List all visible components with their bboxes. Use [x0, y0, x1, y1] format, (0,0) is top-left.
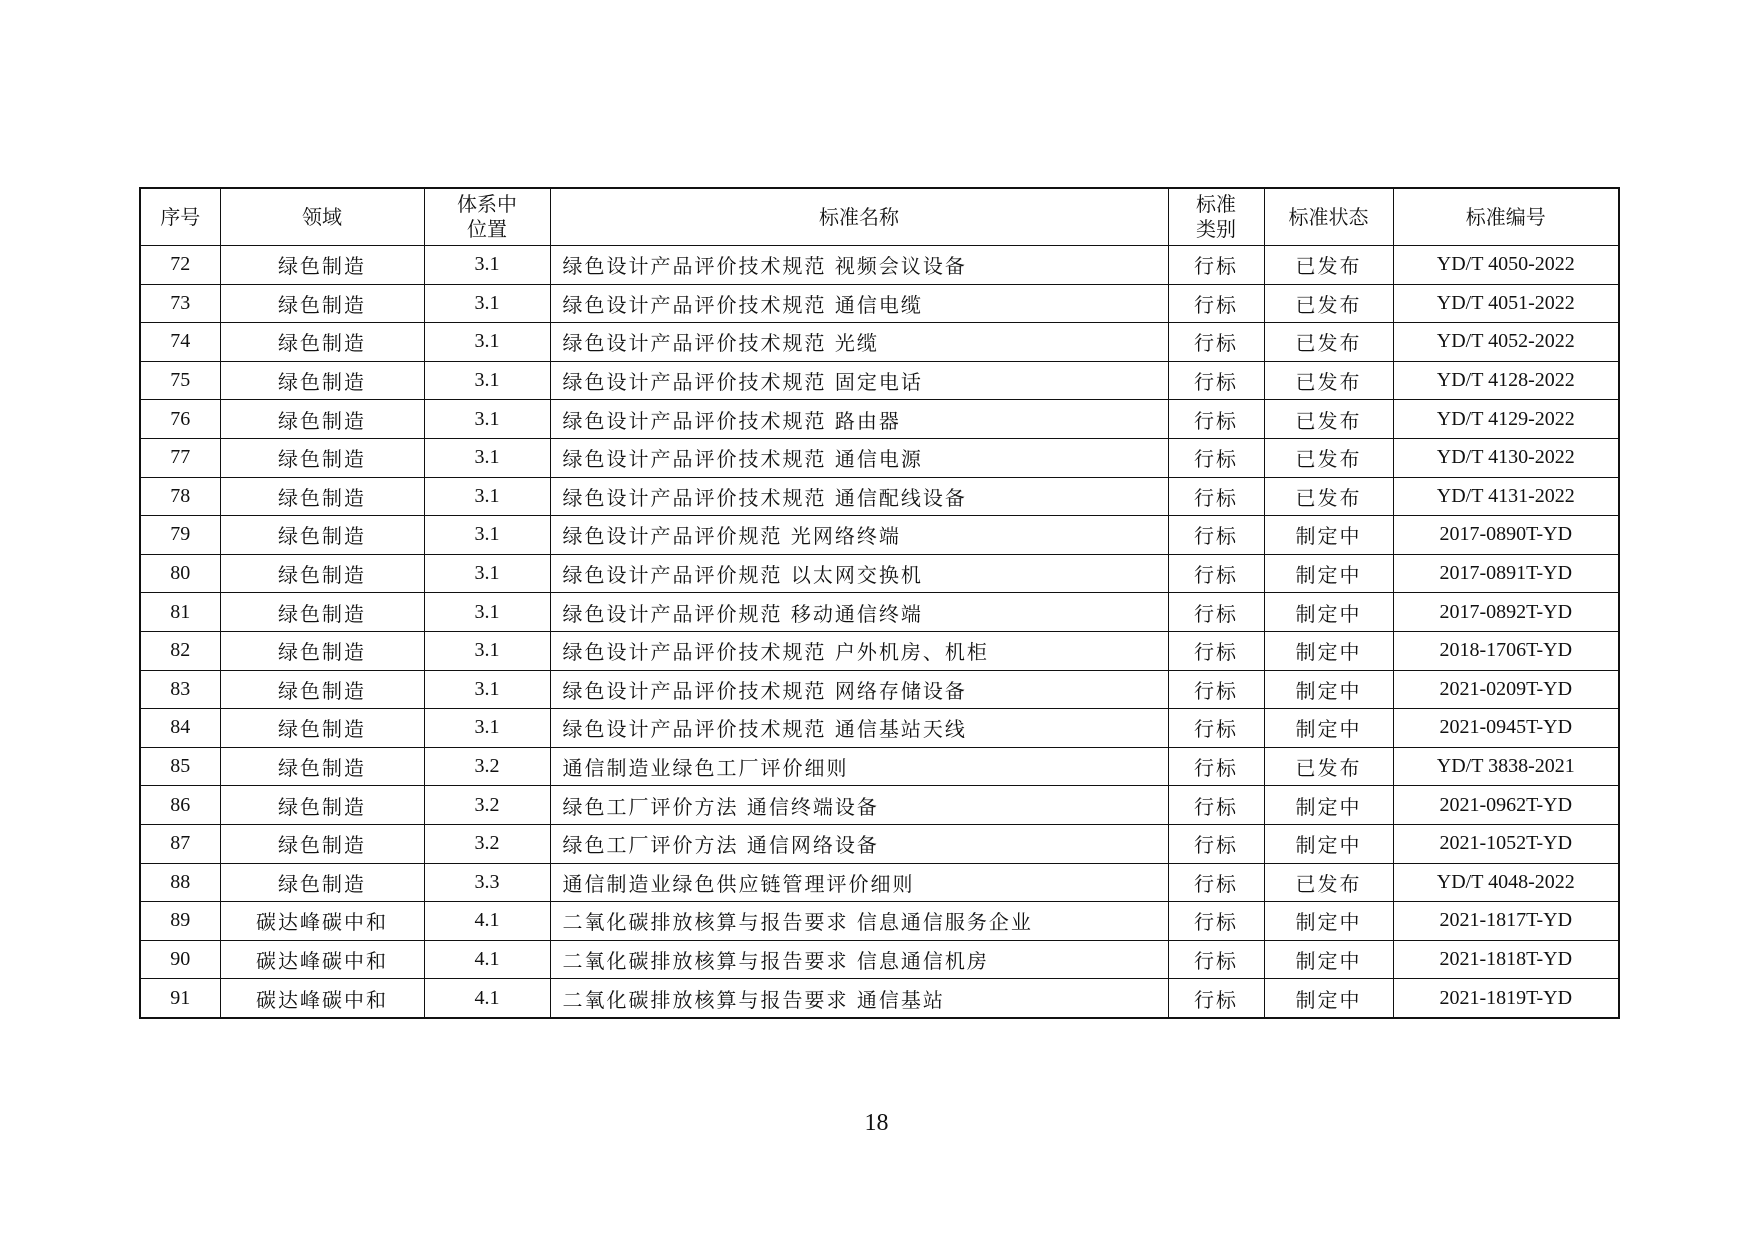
- cell-category: 行标: [1168, 863, 1264, 902]
- cell-seq: 80: [140, 554, 220, 593]
- cell-position: 3.1: [424, 709, 550, 748]
- cell-category: 行标: [1168, 709, 1264, 748]
- header-category-line1: 标准: [1196, 192, 1236, 216]
- cell-status: 制定中: [1264, 902, 1393, 941]
- cell-code: YD/T 4052-2022: [1393, 323, 1619, 362]
- cell-category: 行标: [1168, 747, 1264, 786]
- cell-field: 绿色制造: [220, 593, 424, 632]
- cell-name: 绿色设计产品评价技术规范 路由器: [550, 400, 1168, 439]
- cell-name: 绿色工厂评价方法 通信网络设备: [550, 824, 1168, 863]
- cell-seq: 91: [140, 979, 220, 1018]
- cell-seq: 89: [140, 902, 220, 941]
- cell-name: 绿色设计产品评价技术规范 通信电缆: [550, 284, 1168, 323]
- cell-category: 行标: [1168, 284, 1264, 323]
- cell-code: 2017-0890T-YD: [1393, 516, 1619, 555]
- cell-status: 已发布: [1264, 400, 1393, 439]
- cell-field: 绿色制造: [220, 246, 424, 285]
- cell-seq: 73: [140, 284, 220, 323]
- cell-status: 制定中: [1264, 940, 1393, 979]
- cell-status: 制定中: [1264, 631, 1393, 670]
- cell-position: 3.1: [424, 438, 550, 477]
- page-number: 18: [864, 1110, 889, 1136]
- table-row: [140, 979, 1619, 1018]
- standards-table: [139, 187, 1620, 1019]
- header-category-line2: 类别: [1196, 217, 1236, 241]
- table-row: [140, 940, 1619, 979]
- cell-status: 已发布: [1264, 477, 1393, 516]
- cell-seq: 82: [140, 631, 220, 670]
- cell-category: 行标: [1168, 361, 1264, 400]
- cell-field: 绿色制造: [220, 438, 424, 477]
- table-row: [140, 400, 1619, 439]
- cell-position: 4.1: [424, 979, 550, 1018]
- cell-name: 二氧化碳排放核算与报告要求 信息通信服务企业: [550, 902, 1168, 941]
- cell-category: 行标: [1168, 400, 1264, 439]
- cell-name: 二氧化碳排放核算与报告要求 通信基站: [550, 979, 1168, 1018]
- cell-field: 绿色制造: [220, 400, 424, 439]
- cell-name: 绿色设计产品评价规范 以太网交换机: [550, 554, 1168, 593]
- cell-status: 已发布: [1264, 438, 1393, 477]
- cell-code: 2021-1819T-YD: [1393, 979, 1619, 1018]
- cell-field: 绿色制造: [220, 670, 424, 709]
- table-row: [140, 554, 1619, 593]
- table-row: [140, 902, 1619, 941]
- cell-field: 绿色制造: [220, 824, 424, 863]
- table-row: [140, 863, 1619, 902]
- cell-status: 制定中: [1264, 786, 1393, 825]
- cell-status: 制定中: [1264, 979, 1393, 1018]
- table-row: [140, 747, 1619, 786]
- cell-status: 制定中: [1264, 516, 1393, 555]
- table-row: [140, 709, 1619, 748]
- cell-name: 绿色设计产品评价技术规范 通信配线设备: [550, 477, 1168, 516]
- cell-field: 碳达峰碳中和: [220, 979, 424, 1018]
- cell-position: 3.1: [424, 631, 550, 670]
- cell-field: 绿色制造: [220, 323, 424, 362]
- cell-status: 制定中: [1264, 709, 1393, 748]
- cell-code: YD/T 4129-2022: [1393, 400, 1619, 439]
- table-row: [140, 246, 1619, 285]
- cell-seq: 81: [140, 593, 220, 632]
- cell-position: 3.2: [424, 786, 550, 825]
- cell-position: 4.1: [424, 902, 550, 941]
- cell-name: 二氧化碳排放核算与报告要求 信息通信机房: [550, 940, 1168, 979]
- cell-status: 制定中: [1264, 670, 1393, 709]
- cell-position: 3.1: [424, 477, 550, 516]
- cell-name: 绿色设计产品评价技术规范 通信电源: [550, 438, 1168, 477]
- cell-position: 3.3: [424, 863, 550, 902]
- cell-code: YD/T 4050-2022: [1393, 246, 1619, 285]
- cell-name: 通信制造业绿色工厂评价细则: [550, 747, 1168, 786]
- table-row: [140, 477, 1619, 516]
- cell-position: 3.1: [424, 400, 550, 439]
- header-field: 领域: [220, 188, 424, 246]
- cell-code: 2017-0891T-YD: [1393, 554, 1619, 593]
- cell-seq: 75: [140, 361, 220, 400]
- cell-code: 2021-1817T-YD: [1393, 902, 1619, 941]
- cell-name: 绿色设计产品评价技术规范 网络存储设备: [550, 670, 1168, 709]
- cell-position: 3.1: [424, 554, 550, 593]
- cell-code: 2021-0209T-YD: [1393, 670, 1619, 709]
- cell-name: 绿色设计产品评价技术规范 户外机房、机柜: [550, 631, 1168, 670]
- cell-code: YD/T 4128-2022: [1393, 361, 1619, 400]
- cell-position: 4.1: [424, 940, 550, 979]
- cell-code: 2021-0945T-YD: [1393, 709, 1619, 748]
- cell-position: 3.1: [424, 284, 550, 323]
- table-row: [140, 670, 1619, 709]
- table-row: [140, 824, 1619, 863]
- cell-position: 3.2: [424, 824, 550, 863]
- cell-seq: 88: [140, 863, 220, 902]
- table-row: [140, 438, 1619, 477]
- table-row: [140, 593, 1619, 632]
- header-status: 标准状态: [1264, 188, 1393, 246]
- cell-code: 2018-1706T-YD: [1393, 631, 1619, 670]
- cell-code: YD/T 4051-2022: [1393, 284, 1619, 323]
- cell-field: 绿色制造: [220, 863, 424, 902]
- table-row: [140, 323, 1619, 362]
- table-row: [140, 786, 1619, 825]
- cell-category: 行标: [1168, 979, 1264, 1018]
- cell-category: 行标: [1168, 670, 1264, 709]
- cell-status: 制定中: [1264, 824, 1393, 863]
- cell-name: 绿色工厂评价方法 通信终端设备: [550, 786, 1168, 825]
- cell-position: 3.1: [424, 593, 550, 632]
- cell-code: 2021-1818T-YD: [1393, 940, 1619, 979]
- cell-code: YD/T 3838-2021: [1393, 747, 1619, 786]
- cell-name: 绿色设计产品评价技术规范 光缆: [550, 323, 1168, 362]
- cell-code: YD/T 4048-2022: [1393, 863, 1619, 902]
- header-position-line1: 体系中: [457, 192, 517, 216]
- cell-status: 已发布: [1264, 747, 1393, 786]
- cell-name: 绿色设计产品评价技术规范 通信基站天线: [550, 709, 1168, 748]
- cell-field: 碳达峰碳中和: [220, 940, 424, 979]
- cell-seq: 87: [140, 824, 220, 863]
- cell-status: 已发布: [1264, 863, 1393, 902]
- cell-category: 行标: [1168, 786, 1264, 825]
- cell-field: 绿色制造: [220, 361, 424, 400]
- cell-category: 行标: [1168, 438, 1264, 477]
- header-seq: 序号: [140, 188, 220, 246]
- table-row: [140, 284, 1619, 323]
- cell-field: 绿色制造: [220, 284, 424, 323]
- cell-seq: 78: [140, 477, 220, 516]
- cell-status: 制定中: [1264, 593, 1393, 632]
- cell-name: 绿色设计产品评价技术规范 固定电话: [550, 361, 1168, 400]
- cell-name: 绿色设计产品评价规范 光网络终端: [550, 516, 1168, 555]
- table-row: [140, 516, 1619, 555]
- cell-field: 绿色制造: [220, 554, 424, 593]
- cell-field: 绿色制造: [220, 747, 424, 786]
- cell-position: 3.1: [424, 670, 550, 709]
- cell-category: 行标: [1168, 631, 1264, 670]
- table-row: [140, 361, 1619, 400]
- cell-category: 行标: [1168, 902, 1264, 941]
- cell-seq: 90: [140, 940, 220, 979]
- cell-category: 行标: [1168, 246, 1264, 285]
- cell-field: 碳达峰碳中和: [220, 902, 424, 941]
- cell-seq: 76: [140, 400, 220, 439]
- header-name: 标准名称: [550, 188, 1168, 246]
- cell-position: 3.1: [424, 323, 550, 362]
- cell-seq: 84: [140, 709, 220, 748]
- cell-status: 已发布: [1264, 361, 1393, 400]
- table-header-row: [140, 188, 1619, 246]
- cell-status: 已发布: [1264, 323, 1393, 362]
- cell-code: 2017-0892T-YD: [1393, 593, 1619, 632]
- cell-code: 2021-1052T-YD: [1393, 824, 1619, 863]
- cell-code: YD/T 4131-2022: [1393, 477, 1619, 516]
- cell-seq: 86: [140, 786, 220, 825]
- cell-seq: 85: [140, 747, 220, 786]
- table-row: [140, 631, 1619, 670]
- cell-status: 已发布: [1264, 284, 1393, 323]
- cell-position: 3.1: [424, 246, 550, 285]
- header-code: 标准编号: [1393, 188, 1619, 246]
- cell-category: 行标: [1168, 323, 1264, 362]
- cell-category: 行标: [1168, 554, 1264, 593]
- cell-field: 绿色制造: [220, 709, 424, 748]
- cell-position: 3.1: [424, 516, 550, 555]
- cell-field: 绿色制造: [220, 516, 424, 555]
- cell-seq: 83: [140, 670, 220, 709]
- cell-code: 2021-0962T-YD: [1393, 786, 1619, 825]
- header-position-line2: 位置: [467, 217, 507, 241]
- cell-category: 行标: [1168, 477, 1264, 516]
- cell-name: 绿色设计产品评价规范 移动通信终端: [550, 593, 1168, 632]
- cell-seq: 79: [140, 516, 220, 555]
- cell-code: YD/T 4130-2022: [1393, 438, 1619, 477]
- cell-category: 行标: [1168, 824, 1264, 863]
- cell-field: 绿色制造: [220, 786, 424, 825]
- cell-name: 绿色设计产品评价技术规范 视频会议设备: [550, 246, 1168, 285]
- header-category: [1168, 188, 1264, 246]
- cell-position: 3.2: [424, 747, 550, 786]
- cell-name: 通信制造业绿色供应链管理评价细则: [550, 863, 1168, 902]
- cell-category: 行标: [1168, 940, 1264, 979]
- cell-status: 制定中: [1264, 554, 1393, 593]
- cell-field: 绿色制造: [220, 631, 424, 670]
- cell-seq: 72: [140, 246, 220, 285]
- cell-status: 已发布: [1264, 246, 1393, 285]
- cell-seq: 77: [140, 438, 220, 477]
- header-position: [424, 188, 550, 246]
- cell-position: 3.1: [424, 361, 550, 400]
- cell-seq: 74: [140, 323, 220, 362]
- cell-category: 行标: [1168, 516, 1264, 555]
- cell-field: 绿色制造: [220, 477, 424, 516]
- cell-category: 行标: [1168, 593, 1264, 632]
